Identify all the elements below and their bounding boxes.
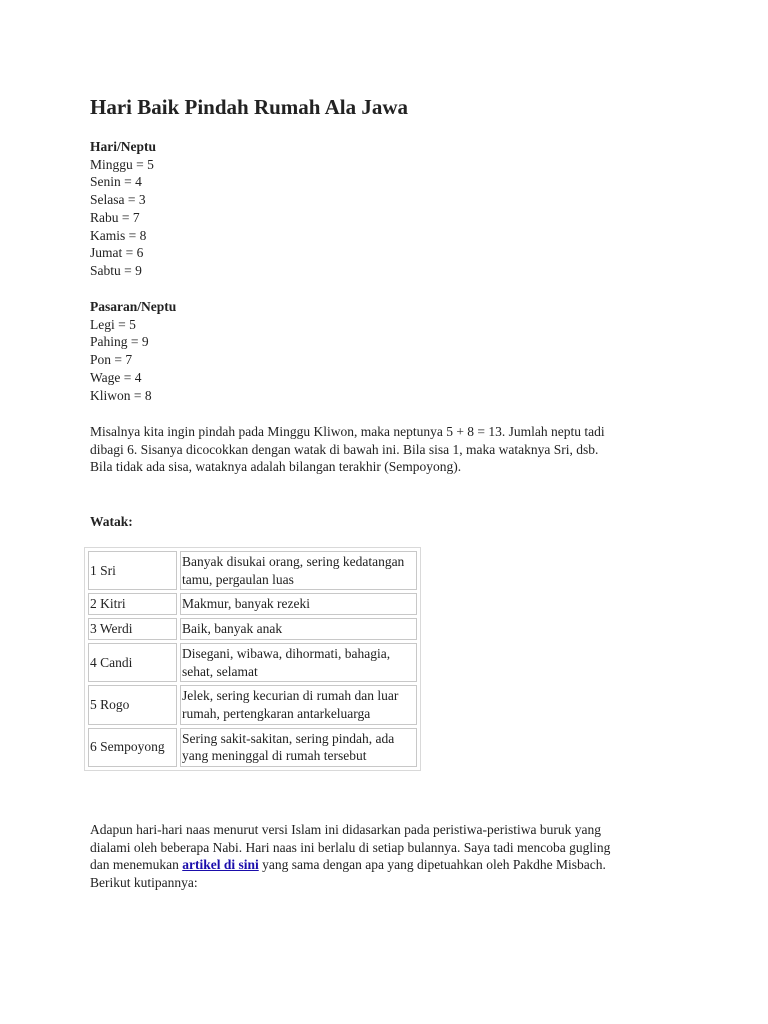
- pasaran-item: Pon = 7: [90, 352, 133, 368]
- desc-line: Banyak disukai orang, sering: [182, 554, 340, 569]
- watak-heading: Watak:: [90, 514, 133, 529]
- hari-item: Minggu = 5: [90, 156, 154, 172]
- hari-item: Kamis = 8: [90, 227, 147, 243]
- watak-description: [180, 593, 417, 615]
- hari-neptu-heading: Hari/Neptu: [90, 139, 156, 154]
- desc-line: ada yang meninggal di rumah tersebut: [182, 730, 395, 764]
- paragraph-line: dialami oleh beberapa Nabi. Hari naas ini berlalu di setiap bulannya. Saya tadi mencoba gugling: [90, 839, 611, 855]
- hari-item: Sabtu = 9: [90, 262, 142, 278]
- watak-number: 5 Rogo: [88, 685, 177, 724]
- naas-paragraph: [90, 821, 690, 892]
- paragraph-text: yang sama dengan apa yang dipetuahkan oleh Pakdhe Misbach.: [258, 857, 606, 873]
- pasaran-item: Legi = 5: [90, 316, 136, 332]
- paragraph-text: dan menemukan: [90, 857, 183, 873]
- page-title: Hari Baik Pindah Rumah Ala Jawa: [90, 95, 408, 119]
- table-row: [88, 551, 417, 590]
- watak-description: [180, 643, 417, 682]
- paragraph-line: Misalnya kita ingin pindah pada Minggu Kliwon, maka neptunya 5 + 8 = 13. Jumlah neptu tadi: [90, 424, 605, 439]
- desc-line: kedatangan tamu, pergaulan luas: [182, 554, 405, 587]
- desc-line: Makmur, banyak rezeki: [182, 596, 311, 612]
- paragraph-line: Adapun hari-hari naas menurut versi Islam ini didasarkan pada peristiwa-peristiwa buruk yang: [90, 822, 601, 837]
- watak-table: [84, 547, 421, 771]
- paragraph-line: dibagi 6. Sisanya dicocokkan dengan watak di bawah ini. Bila sisa 1, maka wataknya Sri, dsb.: [90, 441, 599, 457]
- watak-description: [180, 685, 417, 724]
- table-row: [88, 643, 417, 682]
- watak-number: 4 Candi: [88, 643, 177, 682]
- paragraph-line: [90, 856, 690, 874]
- watak-number: 3 Werdi: [88, 618, 177, 640]
- paragraph-line: Bila tidak ada sisa, wataknya adalah bilangan terakhir (Sempoyong).: [90, 459, 462, 475]
- desc-line: pertengkaran antarkeluarga: [223, 705, 371, 721]
- desc-line: Baik, banyak anak: [182, 621, 283, 637]
- example-paragraph: [90, 423, 690, 476]
- table-row: [88, 593, 417, 615]
- watak-number: 1 Sri: [88, 551, 177, 590]
- watak-description: [180, 728, 417, 767]
- table-row: [88, 685, 417, 724]
- hari-item: Jumat = 6: [90, 245, 144, 261]
- hari-neptu-section: [90, 138, 156, 280]
- table-row: [88, 618, 417, 640]
- paragraph-line: Berikut kutipannya:: [90, 875, 198, 891]
- article-link[interactable]: artikel di sini: [182, 857, 259, 873]
- pasaran-neptu-section: [90, 298, 176, 404]
- desc-line: Jelek, sering kecurian di rumah: [182, 688, 352, 704]
- pasaran-item: Pahing = 9: [90, 334, 149, 350]
- hari-item: Selasa = 3: [90, 192, 146, 208]
- desc-line: sehat, selamat: [182, 663, 258, 679]
- desc-line: dan luar rumah,: [182, 688, 399, 721]
- desc-line: Disegani, wibawa, dihormati, bahagia,: [182, 645, 391, 661]
- table-row: [88, 728, 417, 767]
- watak-description: [180, 551, 417, 590]
- pasaran-item: Wage = 4: [90, 369, 142, 385]
- hari-item: Rabu = 7: [90, 209, 140, 225]
- pasaran-neptu-heading: Pasaran/Neptu: [90, 299, 177, 314]
- hari-item: Senin = 4: [90, 174, 142, 190]
- pasaran-item: Kliwon = 8: [90, 387, 152, 403]
- watak-description: [180, 618, 417, 640]
- watak-number: 2 Kitri: [88, 593, 177, 615]
- watak-number: 6 Sempoyong: [88, 728, 177, 767]
- desc-line: Sering sakit-sakitan, sering pindah,: [182, 730, 373, 746]
